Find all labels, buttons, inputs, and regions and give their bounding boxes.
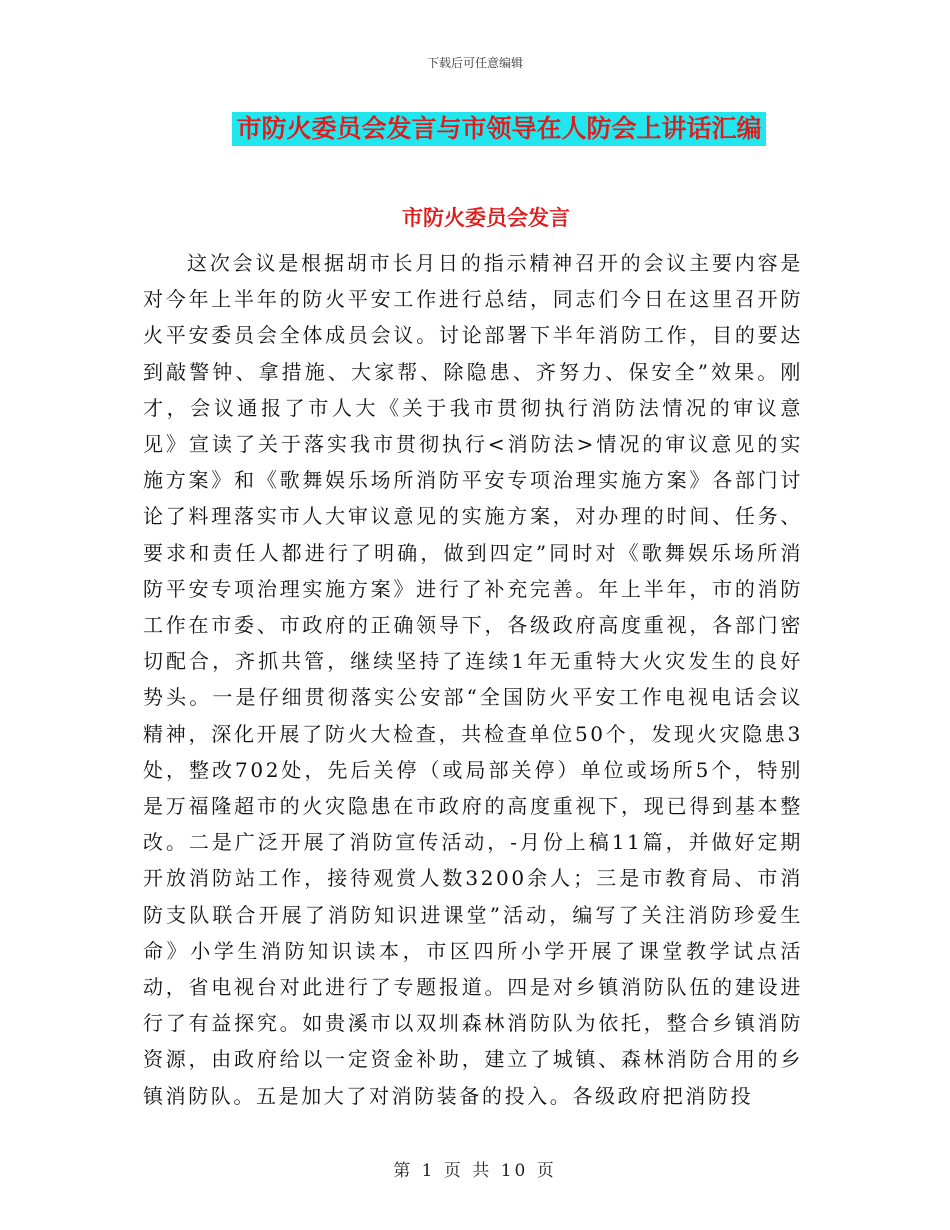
header-note: 下载后可任意编辑	[426, 56, 523, 70]
page-number: 第 1 页 共 10 页	[393, 1161, 557, 1181]
body-paragraph: 这次会议是根据胡市长月日的指示精神召开的会议主要内容是对今年上半年的防火平安工作进行总结，同志们今日在这里召开防火平安委员会全体成员会议。讨论部署下半年消防工作，目的要达到敲警钟、拿措施、大家帮、除隐患、齐努力、保安全”效果。刚才，会议通报了市人大《关于我市贯彻执行消防法情况的审议意见》宣读了关于落实我市贯彻执行<消防法>情况的审议意见的实施方案》和《歌舞娱乐场所消防平安专项治理实施方案》各部门讨论了料理落实市人大审议意见的实施方案，对办理的时间、任务、要求和责任人都进行了明确，做到四定”同时对《歌舞娱乐场所消防平安专项治理实施方案》进行了补充完善。年上半年，市的消防工作在市委、市政府的正确领导下，各级政府高度重视，各部门密切配合，齐抓共管，继续坚持了连续1年无重特大火灾发生的良好势头。一是仔细贯彻落实公安部“全国防火平安工作电视电话会议精神，深化开展了防火大检查，共检查单位50个，发现火灾隐患3处，整改702处，先后关停（或局部关停）单位或场所5个，特别是万福隆超市的火灾隐患在市政府的高度重视下，现已得到基本整改。二是广泛开展了消防宣传活动，-月份上稿11篇，并做好定期开放消防站工作，接待观赏人数3200余人；三是市教育局、市消防支队联合开展了消防知识进课堂”活动，编写了关注消防珍爱生命》小学生消防知识读本，市区四所小学开展了课堂教学试点活动，省电视台对此进行了专题报道。四是对乡镇消防队伍的建设进行了有益探究。如贵溪市以双圳森林消防队为依托，整合乡镇消防资源，由政府给以一定资金补助，建立了城镇、森林消防合用的乡镇消防队。五是加大了对消防装备的投入。各级政府把消防投	[143, 251, 803, 1108]
main-title-wrap	[0, 112, 950, 146]
section-title: 市防火委员会发言	[402, 206, 570, 230]
main-title: 市防火委员会发言与市领导在人防会上讲话汇编	[232, 112, 765, 146]
